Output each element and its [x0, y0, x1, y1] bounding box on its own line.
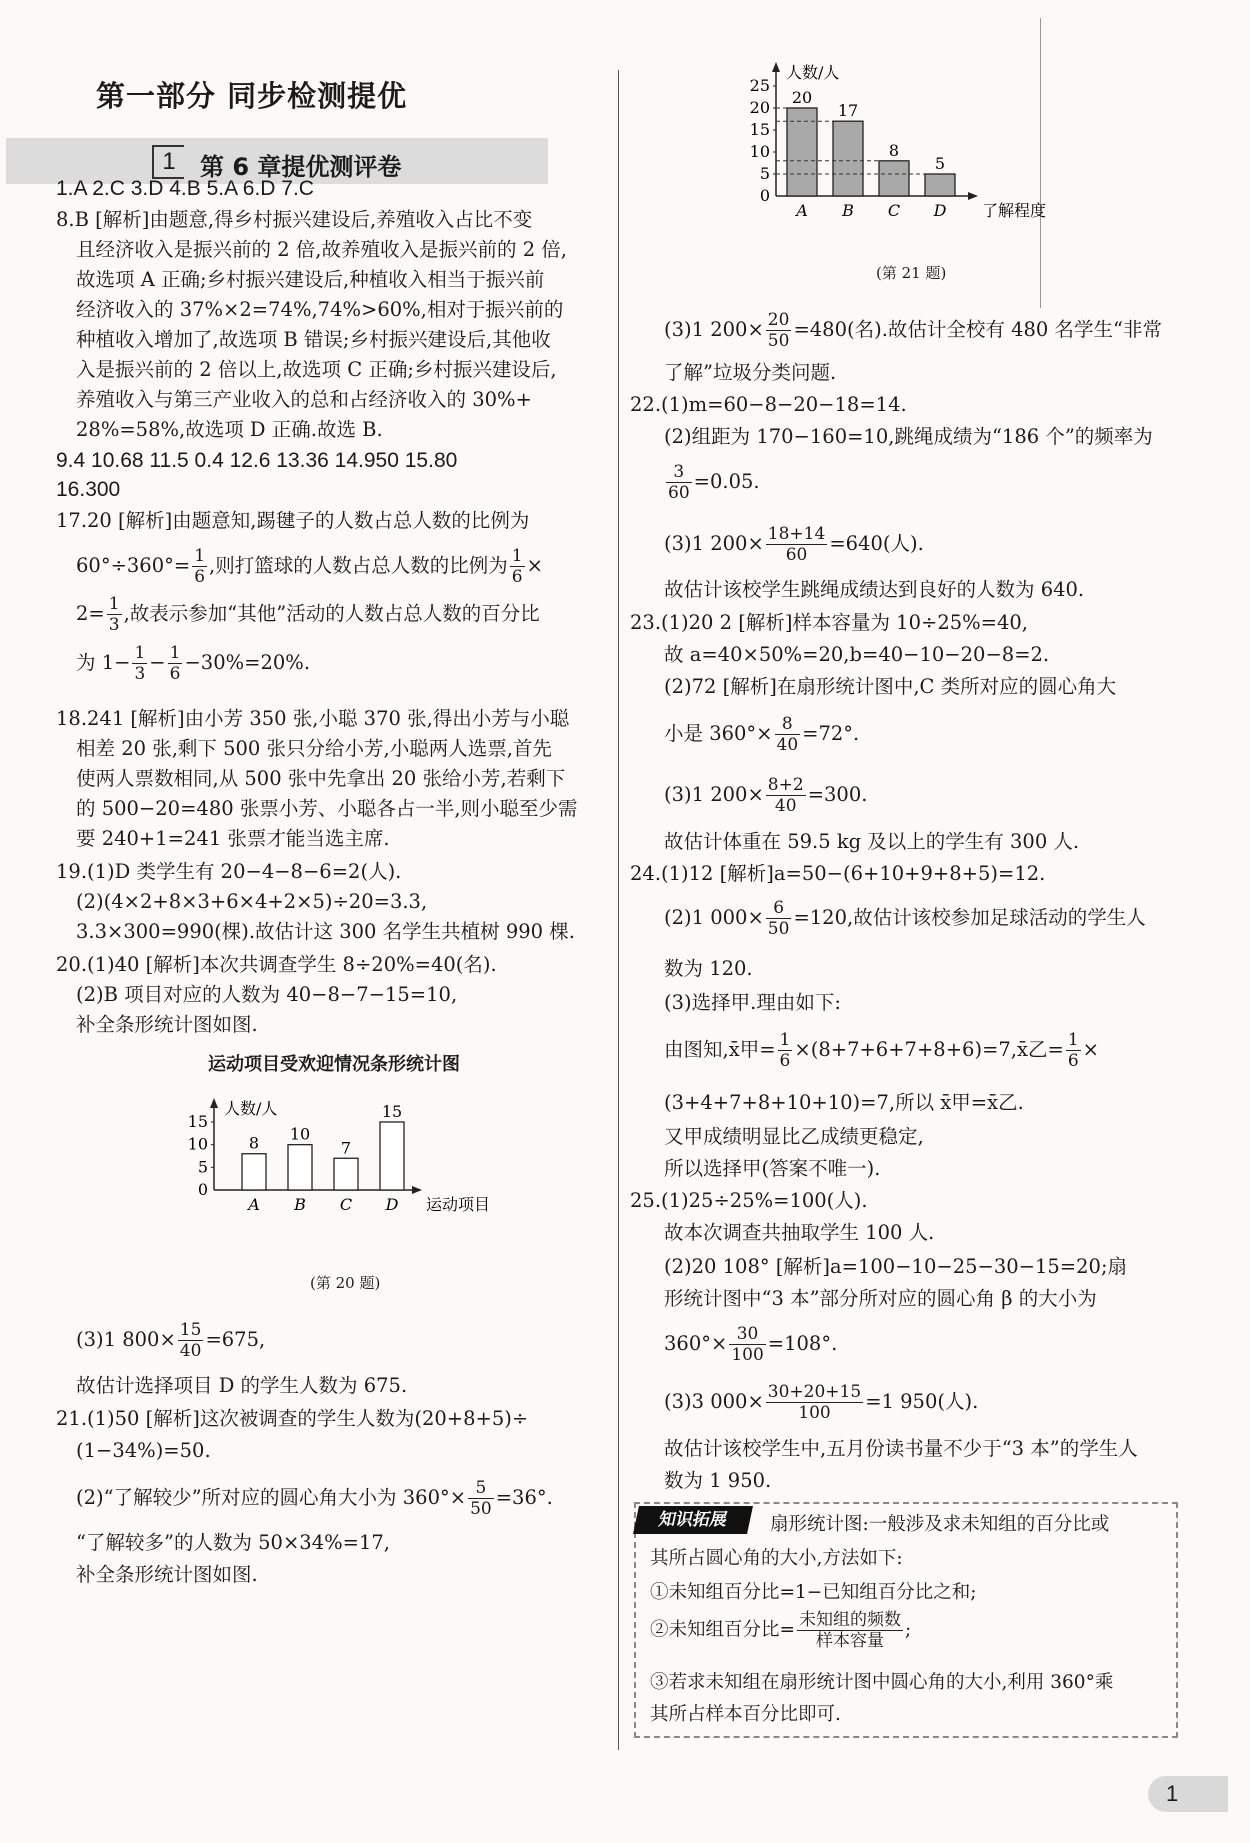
numerator: 8+2	[767, 775, 804, 795]
y-axis-arrow	[772, 62, 780, 72]
q22-2-line	[664, 462, 760, 503]
x-axis-label: 运动项目	[426, 1195, 491, 1214]
numerator: 1	[511, 546, 523, 566]
numerator: 30	[729, 1324, 765, 1345]
x-tick-label: C	[887, 201, 901, 220]
denominator: 6	[511, 567, 523, 587]
numerator: 5	[468, 1478, 494, 1499]
text: (3)1 200×	[664, 783, 764, 806]
denominator: 6	[169, 664, 181, 684]
bar-chart-q20	[180, 1080, 520, 1280]
q17-line	[76, 546, 543, 587]
q24-line: 24.(1)12 [解析]a=50−(6+10+9+8+5)=12.	[630, 862, 1046, 885]
text: −	[149, 651, 166, 674]
x-tick-label: C	[339, 1195, 353, 1214]
bar	[879, 161, 909, 196]
text: 小是 360°×	[664, 722, 773, 745]
y-tick-label: 0	[197, 1180, 208, 1199]
text: ,故表示参加“其他”活动的人数占总人数的百分比	[123, 602, 540, 625]
numerator: 15	[179, 1320, 202, 1340]
denominator: 60	[668, 483, 690, 503]
q21-line: 21.(1)50 [解析]这次被调查的学生人数为(20+8+5)÷	[56, 1407, 529, 1430]
denominator: 40	[776, 735, 799, 755]
bar	[925, 174, 955, 196]
q23-4-line	[664, 714, 859, 755]
q21-line: “了解较多”的人数为 50×34%=17,	[76, 1531, 390, 1554]
numerator: 20	[767, 310, 790, 330]
fraction	[797, 1610, 903, 1651]
q8-line: 且经济收入是振兴前的 2 倍,故养殖收入是振兴前的 2 倍,	[76, 238, 568, 261]
text: 60°÷360°=	[76, 554, 191, 577]
q17-line: 17.20 [解析]由题意知,踢毽子的人数占总人数的比例为	[56, 509, 530, 532]
q24-line: 所以选择甲(答案不唯一).	[664, 1157, 881, 1180]
text: (3)1 800×	[76, 1328, 176, 1351]
x-axis-arrow	[412, 1186, 422, 1194]
data-label: 20	[791, 88, 813, 107]
data-label: 5	[934, 154, 946, 173]
text: =72°.	[802, 722, 860, 745]
fraction	[766, 898, 792, 939]
q8-line: 种植收入增加了,故选项 B 错误;乡村振兴建设后,其他收	[76, 328, 551, 351]
text: ②未知组百分比=	[650, 1619, 796, 1641]
q17-line	[76, 594, 540, 635]
fraction	[766, 310, 792, 351]
text: =1 950(人).	[865, 1390, 979, 1413]
fraction	[666, 462, 692, 503]
numerator: 1	[169, 643, 181, 663]
numerator: 未知组的频数	[799, 1610, 902, 1630]
y-tick-label: 10	[749, 142, 770, 161]
extension-line: ①未知组百分比=1−已知组百分比之和;	[650, 1582, 977, 1603]
q8-line: 28%=58%,故选项 D 正确.故选 B.	[76, 418, 383, 441]
y-axis-label: 人数/人	[786, 63, 840, 82]
q18-line: 18.241 [解析]由小芳 350 张,小聪 370 张,得出小芳与小聪	[56, 707, 570, 730]
text: =480(名).故估计全校有 480 名学生“非常	[793, 318, 1162, 341]
y-tick-label: 5	[197, 1157, 208, 1177]
q23-line: 故 a=40×50%=20,b=40−10−20−8=2.	[664, 643, 1050, 666]
answer-16: 16.300	[56, 478, 121, 501]
extension-badge: 知识拓展	[633, 1506, 753, 1534]
text: ×	[1082, 1038, 1100, 1061]
q25-5-line	[664, 1324, 837, 1365]
denominator: 50	[767, 331, 790, 351]
extension-line: 扇形统计图:一般涉及求未知组的百分比或	[770, 1514, 1110, 1535]
denominator: 50	[767, 919, 790, 939]
text: =120,故估计该校参加足球活动的学生人	[793, 906, 1146, 929]
numerator: 8	[775, 714, 801, 735]
x-axis-arrow	[968, 192, 978, 200]
bar	[242, 1154, 266, 1190]
q19-line: (2)(4×2+8×3+6×4+2×5)÷20=3.3,	[76, 890, 428, 913]
y-tick-label: 0	[759, 186, 770, 205]
knowledge-extension-box	[634, 1502, 1178, 1738]
q18-line: 要 240+1=241 张票才能当选主席.	[76, 827, 390, 850]
y-tick-label: 20	[749, 98, 770, 117]
data-label: 15	[381, 1102, 403, 1121]
text: ,则打篮球的人数占总人数的比例为	[209, 554, 508, 577]
q24-line: 数为 120.	[664, 957, 753, 980]
extension-line: 其所占圆心角的大小,方法如下:	[650, 1548, 903, 1569]
denominator: 3	[134, 664, 146, 684]
chapter-number: 1	[152, 145, 184, 179]
text: −30%=20%.	[184, 651, 311, 674]
q18-line: 相差 20 张,剩下 500 张只分给小芳,小聪两人选票,首先	[76, 737, 552, 760]
text: 由图知,x̄甲=	[664, 1038, 776, 1061]
text: ×(8+7+6+7+8+6)=7,x̄乙=	[794, 1038, 1064, 1061]
fraction	[729, 1324, 765, 1365]
data-label: 10	[289, 1124, 311, 1144]
text: 为 1−	[76, 651, 131, 674]
fraction	[192, 546, 207, 587]
chart-caption: (第 20 题)	[310, 1274, 381, 1292]
q8-line: 养殖收入与第三产业收入的总和占经济收入的 30%+	[76, 388, 532, 411]
q23-line: (2)72 [解析]在扇形统计图中,C 类所对应的圆心角大	[664, 675, 1117, 698]
fraction	[766, 1382, 863, 1423]
q21-3-line	[664, 310, 1162, 351]
q23-line: 23.(1)20 2 [解析]样本容量为 10÷25%=40,	[630, 611, 1029, 634]
numerator: 18+14	[767, 524, 826, 544]
denominator: 6	[779, 1051, 791, 1071]
text: (3)1 200×	[664, 532, 764, 555]
fraction	[178, 1320, 204, 1361]
numerator: 3	[666, 462, 692, 483]
text: (3)1 200×	[664, 318, 764, 341]
q20-line: 补全条形统计图如图.	[76, 1013, 258, 1036]
q18-line: 使两人票数相同,从 500 张中先拿出 20 张给小芳,若剩下	[76, 767, 566, 790]
numerator: 1	[134, 643, 146, 663]
denominator: 40	[179, 1341, 202, 1361]
q25-line: 形统计图中“3 本”部分所对应的圆心角 β 的大小为	[664, 1287, 1097, 1310]
q20-line: (2)B 项目对应的人数为 40−8−7−15=10,	[76, 983, 458, 1006]
numerator: 1	[779, 1030, 791, 1050]
text: =0.05.	[693, 470, 760, 493]
data-label: 7	[340, 1138, 352, 1158]
denominator: 6	[1067, 1051, 1079, 1071]
bar-chart-q21	[740, 62, 1120, 252]
q8-line: 8.B [解析]由题意,得乡村振兴建设后,养殖收入占比不变	[56, 208, 533, 231]
data-label: 17	[837, 101, 859, 121]
extension-line: 其所占样本百分比即可.	[650, 1704, 841, 1725]
numerator: 6	[766, 898, 792, 919]
y-tick-label: 10	[187, 1134, 208, 1154]
q24-line: 又甲成绩明显比乙成绩更稳定,	[664, 1125, 924, 1148]
y-tick-label: 15	[187, 1112, 208, 1131]
denominator: 3	[108, 615, 120, 635]
y-axis-label: 人数/人	[224, 1099, 278, 1118]
fraction	[1066, 1030, 1081, 1071]
x-tick-label: A	[248, 1195, 260, 1214]
q23-line: 故估计体重在 59.5 kg 及以上的学生有 300 人.	[664, 830, 1080, 853]
q20-3-line	[76, 1320, 265, 1361]
q25-line: 25.(1)25÷25%=100(人).	[630, 1189, 868, 1212]
bar	[380, 1122, 404, 1190]
column-divider	[618, 70, 619, 1750]
numerator: 30+20+15	[767, 1382, 862, 1402]
q25-6-line	[664, 1382, 978, 1423]
fraction	[775, 714, 801, 755]
numerator: 1	[1067, 1030, 1079, 1050]
data-label: 8	[248, 1133, 260, 1153]
text: 360°×	[664, 1332, 728, 1355]
q22-3-line	[664, 524, 924, 565]
q20-line: 故估计选择项目 D 的学生人数为 675.	[76, 1374, 408, 1397]
extension-line	[650, 1610, 911, 1651]
q17-line	[76, 643, 310, 684]
x-tick-label: D	[385, 1195, 399, 1214]
chart-title: 运动项目受欢迎情况条形统计图	[208, 1054, 460, 1075]
page-number: 1	[1148, 1776, 1228, 1812]
y-axis-arrow	[210, 1098, 218, 1108]
bar	[288, 1145, 312, 1190]
x-tick-label: D	[933, 201, 947, 220]
text: 2=	[76, 602, 105, 625]
q21-2-line	[76, 1478, 553, 1519]
text: =108°.	[767, 1332, 838, 1355]
denominator: 50	[470, 1499, 492, 1519]
answers-1-7: 1.A 2.C 3.D 4.B 5.A 6.D 7.C	[56, 177, 314, 200]
q25-line: 故估计该校学生中,五月份读书量不少于“3 本”的学生人	[664, 1437, 1138, 1460]
fraction	[766, 775, 806, 816]
chart-caption: (第 21 题)	[876, 264, 947, 282]
q24-line: (3+4+7+8+10+10)=7,所以 x̄甲=x̄乙.	[664, 1091, 1024, 1114]
q20-line: 20.(1)40 [解析]本次共调查学生 8÷20%=40(名).	[56, 953, 497, 976]
denominator: 6	[194, 567, 206, 587]
q22-line: 22.(1)m=60−8−20−18=14.	[630, 393, 907, 416]
q24-line: (3)选择甲.理由如下:	[664, 991, 841, 1014]
text: =675,	[205, 1328, 266, 1351]
q21-line: 了解”垃圾分类问题.	[664, 361, 837, 384]
fraction	[510, 546, 525, 587]
text: (2)1 000×	[664, 906, 764, 929]
numerator: 1	[194, 546, 206, 566]
q19-line: 19.(1)D 类学生有 20−4−8−6=2(人).	[56, 860, 402, 883]
extension-line: ③若求未知组在扇形统计图中圆心角的大小,利用 360°乘	[650, 1672, 1114, 1693]
q25-line: 故本次调查共抽取学生 100 人.	[664, 1221, 935, 1244]
text: =36°.	[495, 1486, 553, 1509]
text: =300.	[807, 783, 868, 806]
y-tick-label: 5	[759, 164, 770, 183]
x-tick-label: B	[294, 1195, 306, 1214]
fraction	[132, 643, 147, 684]
chapter-title: 第 6 章提优测评卷	[200, 153, 402, 181]
data-label: 8	[888, 140, 900, 160]
x-axis-label: 了解程度	[982, 201, 1047, 220]
text: ;	[905, 1619, 912, 1641]
text: (2)“了解较少”所对应的圆心角大小为 360°×	[76, 1486, 467, 1509]
x-tick-label: B	[842, 201, 854, 220]
q8-line: 经济收入的 37%×2=74%,74%>60%,相对于振兴前的	[76, 298, 564, 321]
fraction	[168, 643, 183, 684]
q21-line: 补全条形统计图如图.	[76, 1563, 258, 1586]
text: =640(人).	[829, 532, 924, 555]
fraction	[766, 524, 828, 565]
numerator: 1	[108, 594, 120, 614]
q19-line: 3.3×300=990(棵).故估计这 300 名学生共植树 990 棵.	[76, 920, 575, 943]
denominator: 60	[785, 545, 808, 565]
q24-5-line	[664, 1030, 1099, 1071]
denominator: 100	[798, 1403, 831, 1423]
fraction	[107, 594, 122, 635]
q25-line: 数为 1 950.	[664, 1469, 772, 1492]
q8-line: 故选项 A 正确;乡村振兴建设后,种植收入相当于振兴前	[76, 268, 545, 291]
y-tick-label: 25	[749, 76, 770, 95]
q23-5-line	[664, 775, 867, 816]
denominator: 样本容量	[816, 1631, 885, 1651]
x-tick-label: A	[796, 201, 808, 220]
text: (3)3 000×	[664, 1390, 764, 1413]
q22-line: (2)组距为 170−160=10,跳绳成绩为“186 个”的频率为	[664, 425, 1153, 448]
fraction	[778, 1030, 793, 1071]
part-title: 第一部分 同步检测提优	[96, 79, 408, 113]
text: ×	[526, 554, 543, 577]
y-tick-label: 15	[749, 120, 770, 139]
fraction	[468, 1478, 494, 1519]
denominator: 100	[731, 1345, 764, 1365]
q21-line: (1−34%)=50.	[76, 1439, 211, 1462]
bar	[833, 121, 863, 196]
q8-line: 入是振兴前的 2 倍以上,故选项 C 正确;乡村振兴建设后,	[76, 358, 557, 381]
q18-line: 的 500−20=480 张票小芳、小聪各占一半,则小聪至少需	[76, 797, 578, 820]
answers-9-15: 9.4 10.68 11.5 0.4 12.6 13.36 14.950 15.80	[56, 449, 458, 472]
denominator: 40	[774, 796, 797, 816]
q22-line: 故估计该校学生跳绳成绩达到良好的人数为 640.	[664, 578, 1085, 601]
q25-line: (2)20 108° [解析]a=100−10−25−30−15=20;扇	[664, 1255, 1128, 1278]
q24-2-line	[664, 898, 1146, 939]
bar	[334, 1158, 358, 1190]
